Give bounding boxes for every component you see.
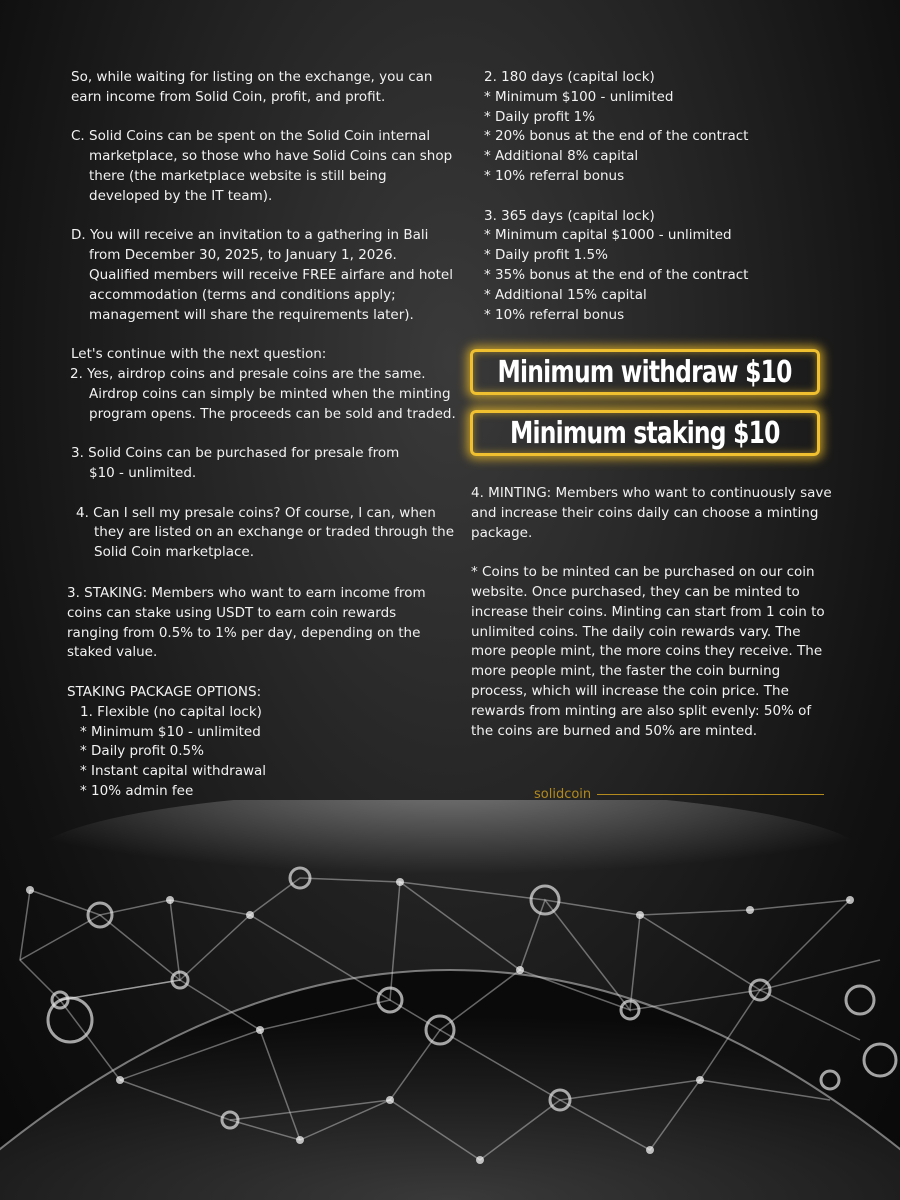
brand-name: solidcoin bbox=[534, 786, 592, 802]
q2-line: Airdrop coins can simply be minted when the minting bbox=[89, 385, 451, 402]
minting-detail-line: rewards from minting are also split evenly: 50% of bbox=[471, 702, 812, 719]
point-d-line: Qualified members will receive FREE airfare and hotel bbox=[89, 266, 453, 283]
package-180-line: * Daily profit 1% bbox=[484, 108, 596, 125]
package-180-line: * 10% referral bonus bbox=[484, 167, 625, 184]
minting-line: and increase their coins daily can choose a minting bbox=[471, 504, 819, 521]
flexible-line: * Instant capital withdrawal bbox=[80, 763, 267, 780]
staking-options-title: STAKING PACKAGE OPTIONS: bbox=[67, 683, 262, 700]
minting-detail-line: process, which will increase the coin price. The bbox=[471, 682, 789, 699]
staking-line: staked value. bbox=[67, 644, 158, 661]
package-365-line: * Additional 15% capital bbox=[484, 286, 647, 303]
minting-detail-line: more people mint, the more coins they receive. The bbox=[471, 643, 823, 660]
point-c-line: C. Solid Coins can be spent on the Solid Coin internal bbox=[71, 128, 431, 145]
minimum-staking-text: Minimum staking $10 bbox=[510, 415, 780, 451]
q3-line: $10 - unlimited. bbox=[89, 464, 197, 481]
right-column-packages bbox=[484, 68, 874, 325]
point-d-line: D. You will receive an invitation to a gathering in Bali bbox=[71, 227, 429, 244]
left-column bbox=[71, 68, 466, 563]
flexible-line: * 10% admin fee bbox=[80, 782, 194, 799]
package-180-line: * 20% bonus at the end of the contract bbox=[484, 128, 749, 145]
minting-line: package. bbox=[471, 524, 533, 541]
intro-line: So, while waiting for listing on the exchange, you can bbox=[71, 69, 433, 85]
flexible-line: * Minimum $10 - unlimited bbox=[80, 723, 261, 740]
package-365-line: * 35% bonus at the end of the contract bbox=[484, 266, 749, 283]
q2-line: 2. Yes, airdrop coins and presale coins are the same. bbox=[70, 365, 426, 382]
point-d-line: from December 30, 2025, to January 1, 2026. bbox=[89, 247, 397, 264]
minimum-withdraw-box bbox=[470, 349, 820, 395]
point-c-line: there (the marketplace website is still being bbox=[89, 167, 387, 184]
point-d-line: accommodation (terms and conditions apply; bbox=[89, 286, 396, 303]
minting-detail-line: unlimited coins. The daily coin rewards vary. The bbox=[471, 623, 801, 640]
minting-line: 4. MINTING: Members who want to continuously save bbox=[471, 485, 832, 501]
package-365-line: * Daily profit 1.5% bbox=[484, 247, 608, 264]
q4-line: they are listed on an exchange or traded through the bbox=[94, 524, 455, 541]
package-180-line: 2. 180 days (capital lock) bbox=[484, 69, 655, 85]
network-globe-graphic bbox=[0, 800, 900, 1200]
minting-detail-line: website. Once purchased, they can be minted to bbox=[471, 583, 800, 600]
minimum-withdraw-text: Minimum withdraw $10 bbox=[497, 354, 793, 390]
minimum-staking-box bbox=[470, 410, 820, 456]
q2-line: program opens. The proceeds can be sold and traded. bbox=[89, 405, 456, 422]
minting-detail-line: * Coins to be minted can be purchased on our coin bbox=[471, 564, 815, 581]
minting-detail-line: increase their coins. Minting can start from 1 coin to bbox=[471, 603, 825, 620]
minting-detail-line: more people mint, the faster the coin burning bbox=[471, 663, 781, 680]
q4-line: 4. Can I sell my presale coins? Of course, I can, when bbox=[76, 504, 436, 521]
point-c-line: developed by the IT team). bbox=[89, 187, 273, 204]
staking-line: coins can stake using USDT to earn coin rewards bbox=[67, 604, 397, 621]
minting-detail-line: the coins are burned and 50% are minted. bbox=[471, 722, 758, 739]
intro-line: earn income from Solid Coin, profit, and profit. bbox=[71, 88, 386, 105]
flexible-line: 1. Flexible (no capital lock) bbox=[80, 703, 262, 720]
continue-line: Let's continue with the next question: bbox=[71, 346, 327, 363]
point-d-line: management will share the requirements later). bbox=[89, 306, 414, 323]
staking-line: 3. STAKING: Members who want to earn income from bbox=[67, 585, 426, 601]
package-180-line: * Additional 8% capital bbox=[484, 148, 639, 165]
package-365-line: * Minimum capital $1000 - unlimited bbox=[484, 227, 732, 244]
minting-section bbox=[471, 484, 881, 741]
staking-section bbox=[67, 584, 467, 802]
package-180-line: * Minimum $100 - unlimited bbox=[484, 88, 674, 105]
package-365-line: 3. 365 days (capital lock) bbox=[484, 207, 655, 224]
point-c-line: marketplace, so those who have Solid Coins can shop bbox=[89, 148, 453, 165]
staking-line: ranging from 0.5% to 1% per day, depending on the bbox=[67, 624, 421, 641]
brand-rule bbox=[597, 794, 824, 795]
q3-line: 3. Solid Coins can be purchased for presale from bbox=[71, 445, 400, 462]
q4-line: Solid Coin marketplace. bbox=[94, 544, 254, 561]
package-365-line: * 10% referral bonus bbox=[484, 306, 625, 323]
flexible-line: * Daily profit 0.5% bbox=[80, 743, 204, 760]
